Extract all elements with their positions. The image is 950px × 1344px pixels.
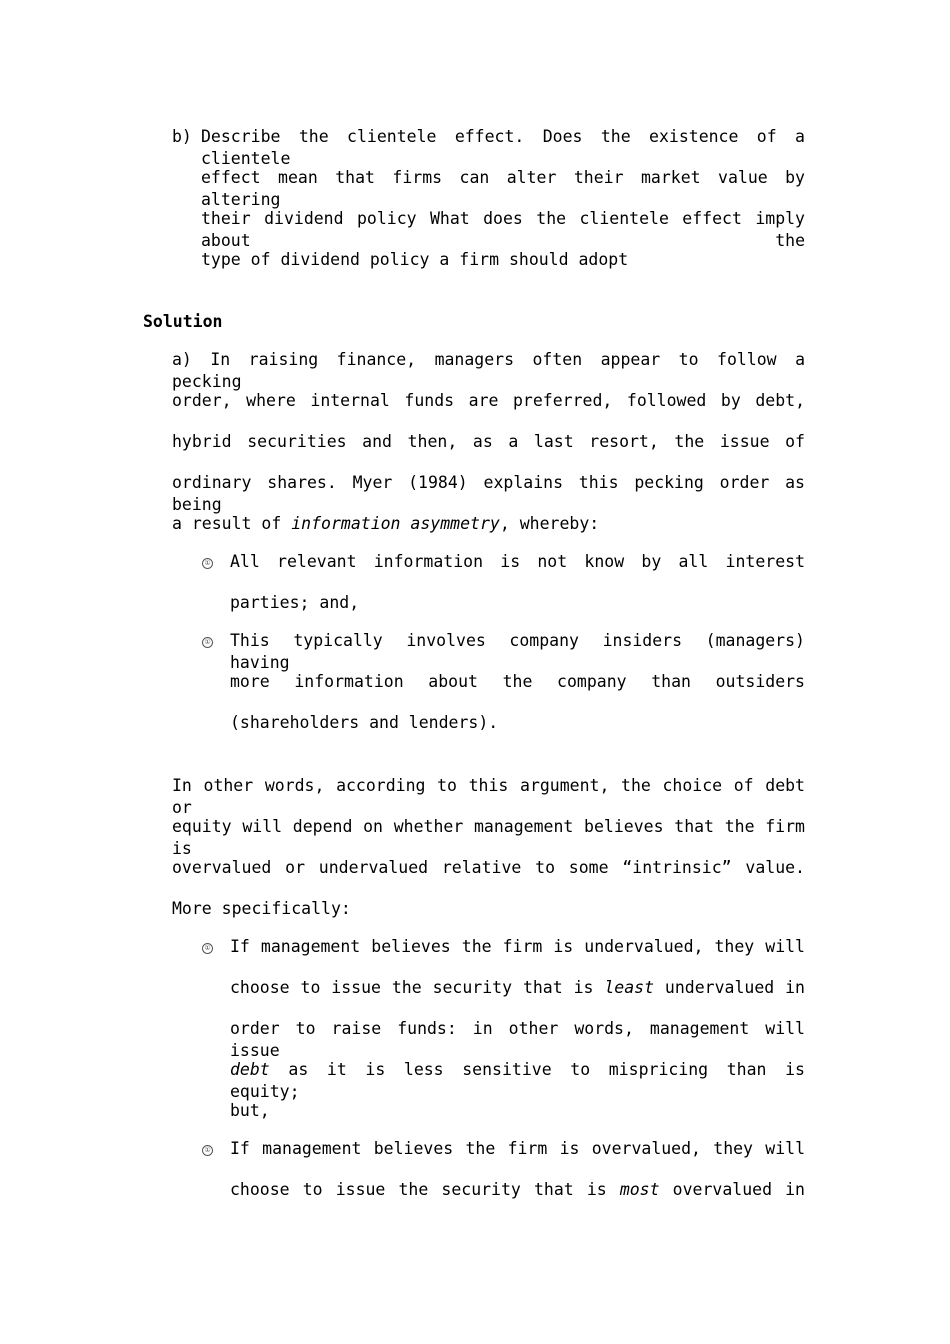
paragraph-2-line-1: In other words, according to this argument, the choice of debt or — [172, 776, 805, 817]
bullet-2-1-line-5: but, — [230, 1101, 270, 1120]
bullet-icon: ① — [202, 558, 213, 569]
bullet-1-1-line-1: All relevant information is not know by all interest — [230, 552, 805, 571]
bullet-2-1-line-1: If management believes the firm is undervalued, they will — [230, 937, 805, 956]
paragraph-2-line-4: More specifically: — [172, 899, 351, 918]
bullet-2-2-line-2-prefix: choose to issue the security that is — [230, 1180, 620, 1199]
answer-a-line-5-suffix: , whereby: — [499, 514, 600, 533]
paragraph-2-line-3: overvalued or undervalued relative to some “intrinsic” value. — [172, 858, 805, 877]
answer-a-line-1: a) In raising finance, managers often appear to follow a pecking — [172, 350, 805, 391]
debt-term: debt — [230, 1060, 270, 1079]
answer-a-line-2: order, where internal funds are preferred, followed by debt, — [172, 391, 805, 410]
solution-heading: Solution — [143, 312, 223, 331]
bullet-1-1-line-2: parties; and, — [230, 593, 360, 612]
answer-a-line-5-prefix: a result of — [172, 514, 292, 533]
question-b-line-3: their dividend policy What does the clientele effect imply about the — [201, 209, 805, 250]
bullet-1-2-line-2: more information about the company than outsiders — [230, 672, 805, 691]
most-term: most — [619, 1180, 660, 1199]
question-b-label: b) — [172, 127, 192, 146]
bullet-2-1-line-2-prefix: choose to issue the security that is — [230, 978, 605, 997]
bullet-2-1-line-3: order to raise funds: in other words, management will issue — [230, 1019, 805, 1060]
bullet-icon: ① — [202, 1145, 213, 1156]
bullet-icon: ① — [202, 943, 213, 954]
bullet-1-2-line-1: This typically involves company insiders (managers) having — [230, 631, 805, 672]
least-term: least — [604, 978, 655, 997]
information-asymmetry-term: information asymmetry — [291, 514, 500, 533]
bullet-2-1-line-4 — [230, 1059, 805, 1103]
bullet-1-2-line-3: (shareholders and lenders). — [230, 713, 499, 732]
bullet-2-1-line-4-suffix: as it is less sensitive to mispricing than is equity; — [230, 1060, 805, 1101]
question-b-line-2: effect mean that firms can alter their market value by altering — [201, 168, 805, 209]
bullet-2-1-line-2-suffix: undervalued in — [654, 978, 805, 997]
question-b-line-4: type of dividend policy a firm should adopt — [201, 250, 629, 269]
paragraph-2-line-2: equity will depend on whether management believes that the firm is — [172, 817, 805, 858]
bullet-2-2-line-1: If management believes the firm is overvalued, they will — [230, 1139, 805, 1158]
bullet-icon: ① — [202, 637, 213, 648]
question-b-line-1: Describe the clientele effect. Does the existence of a clientele — [201, 127, 805, 168]
bullet-2-2-line-2-suffix: overvalued in — [659, 1180, 805, 1199]
bullet-2-1-line-2 — [230, 977, 805, 999]
answer-a-line-3: hybrid securities and then, as a last resort, the issue of — [172, 432, 805, 451]
bullet-2-2-line-2 — [230, 1179, 805, 1201]
answer-a-line-5 — [172, 513, 599, 535]
answer-a-line-4: ordinary shares. Myer (1984) explains this pecking order as being — [172, 473, 805, 514]
